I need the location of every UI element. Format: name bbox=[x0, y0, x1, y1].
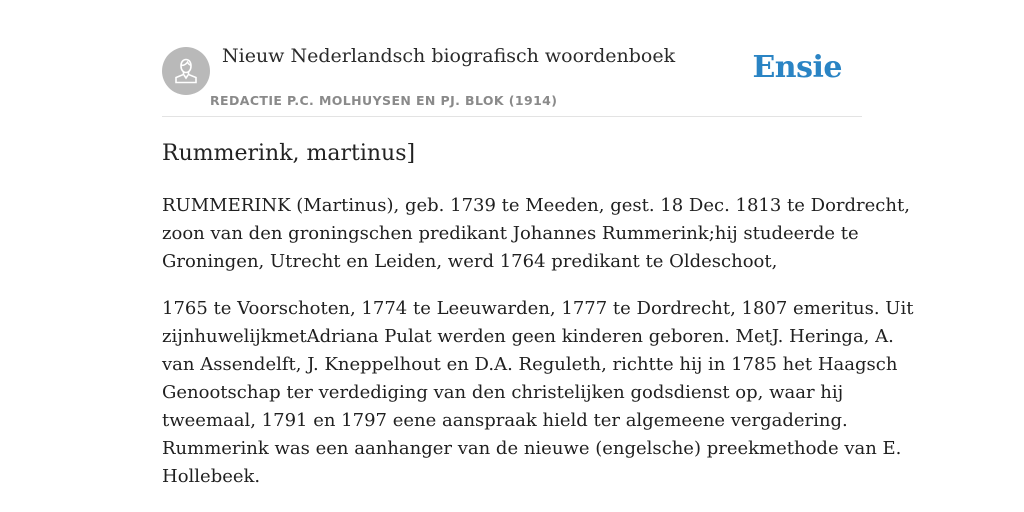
entry-paragraph-2 bbox=[162, 295, 914, 491]
text-line: RUMMERINK (Martinus), geb. 1739 te Meeden, gest. 18 Dec. 1813 te Dordrecht, bbox=[162, 195, 910, 216]
text-line: tweemaal, 1791 en 1797 eene aanspraak hield ter algemeene vergadering. bbox=[162, 410, 848, 431]
header bbox=[162, 0, 862, 117]
avatar[interactable] bbox=[162, 47, 210, 95]
user-icon bbox=[173, 57, 199, 85]
text-line: Hollebeek. bbox=[162, 466, 261, 487]
text-line: zoon van den groningschen predikant Johannes Rummerink;hij studeerde te bbox=[162, 223, 859, 244]
text-line: Groningen, Utrecht en Leiden, werd 1764 predikant te Oldeschoot, bbox=[162, 251, 778, 272]
text-line: Rummerink was een aanhanger van de nieuwe (engelsche) preekmethode van E. bbox=[162, 438, 902, 459]
text-line: zijnhuwelijkmetAdriana Pulat werden geen kinderen geboren. MetJ. Heringa, A. bbox=[162, 326, 894, 347]
brand-logo[interactable]: Ensie bbox=[752, 50, 842, 85]
entry-title: Rummerink, martinus] bbox=[162, 141, 416, 166]
text-line: van Assendelft, J. Kneppelhout en D.A. Reguleth, richtte hij in 1785 het Haagsch bbox=[162, 354, 898, 375]
text-line: Genootschap ter verdediging van den christelijken godsdienst op, waar hij bbox=[162, 382, 844, 403]
entry-paragraph-1 bbox=[162, 192, 910, 276]
editors-line: REDACTIE P.C. MOLHUYSEN EN PJ. BLOK (1914) bbox=[210, 93, 558, 108]
document-page bbox=[162, 0, 914, 512]
book-title[interactable]: Nieuw Nederlandsch biografisch woordenboek bbox=[222, 45, 676, 67]
text-line: 1765 te Voorschoten, 1774 te Leeuwarden, 1777 te Dordrecht, 1807 emeritus. Uit bbox=[162, 298, 914, 319]
